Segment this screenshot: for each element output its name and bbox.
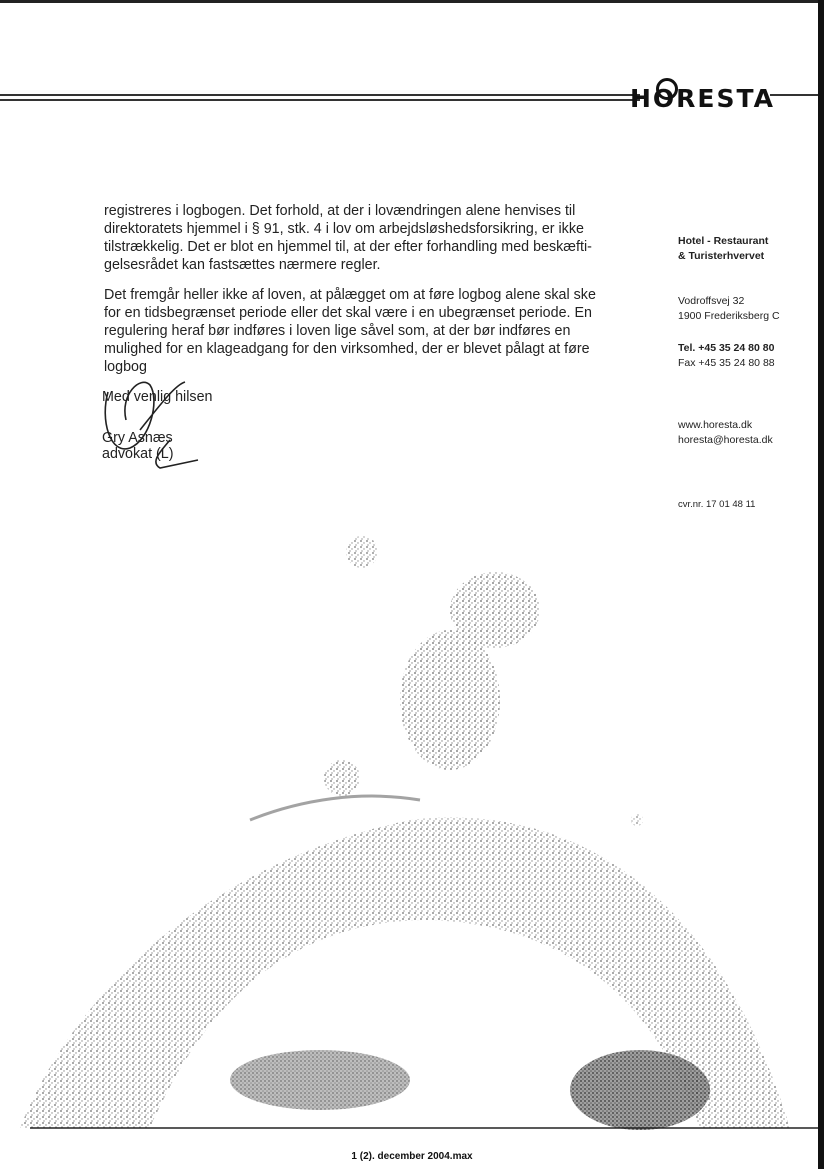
sidebar-address [678, 294, 808, 324]
sidebar-phone [678, 341, 808, 371]
email-link[interactable]: horesta@horesta.dk [678, 434, 773, 446]
sidebar-cvr [678, 497, 808, 512]
org-line-2: & Turisterhvervet [678, 250, 765, 262]
org-line-1: Hotel - Restaurant [678, 235, 769, 247]
closing-line: Med venlig hilsen [102, 389, 213, 405]
signer-name: Gry Asnæs [102, 430, 173, 446]
fax-number: Fax +45 35 24 80 88 [678, 357, 775, 369]
signer-title: advokat (L) [102, 446, 174, 462]
city-address: 1900 Frederiksberg C [678, 310, 780, 322]
sidebar-org [678, 234, 808, 264]
phone-number: Tel. +45 35 24 80 80 [678, 342, 775, 354]
sidebar-contact [678, 418, 808, 448]
website-link[interactable]: www.horesta.dk [678, 419, 753, 431]
footer-text: 1 (2). december 2004.max [351, 1151, 473, 1162]
paragraph-1-text: registreres i logbogen. Det forhold, at der i lovændringen alene henvises til direktoratets hjemmel i § 91, stk. 4 i lov om arbejdsløshedsforsikring, er ikke tilstrækkelig. Det er blot en hjemmel til, at der efter forhandling med beskæfti-gelsesrådet kan fastsættes nærmere regler. [104, 203, 592, 273]
logo-text: HORESTA [630, 84, 775, 113]
paragraph-2-text: Det fremgår heller ikke af loven, at pålægget om at føre logbog alene skal ske for en tidsbegrænset periode eller det skal være i en ubegrænset periode. En regulering heraf bør indføres i loven lige såvel som, at der bør indføres en mulighed for en klageadgang for den virksomhed, der er blevet pålagt at føre logbog [104, 287, 596, 375]
cvr-number: cvr.nr. 17 01 48 11 [678, 499, 756, 510]
page-footer [0, 1151, 824, 1162]
street-address: Vodroffsvej 32 [678, 295, 745, 307]
